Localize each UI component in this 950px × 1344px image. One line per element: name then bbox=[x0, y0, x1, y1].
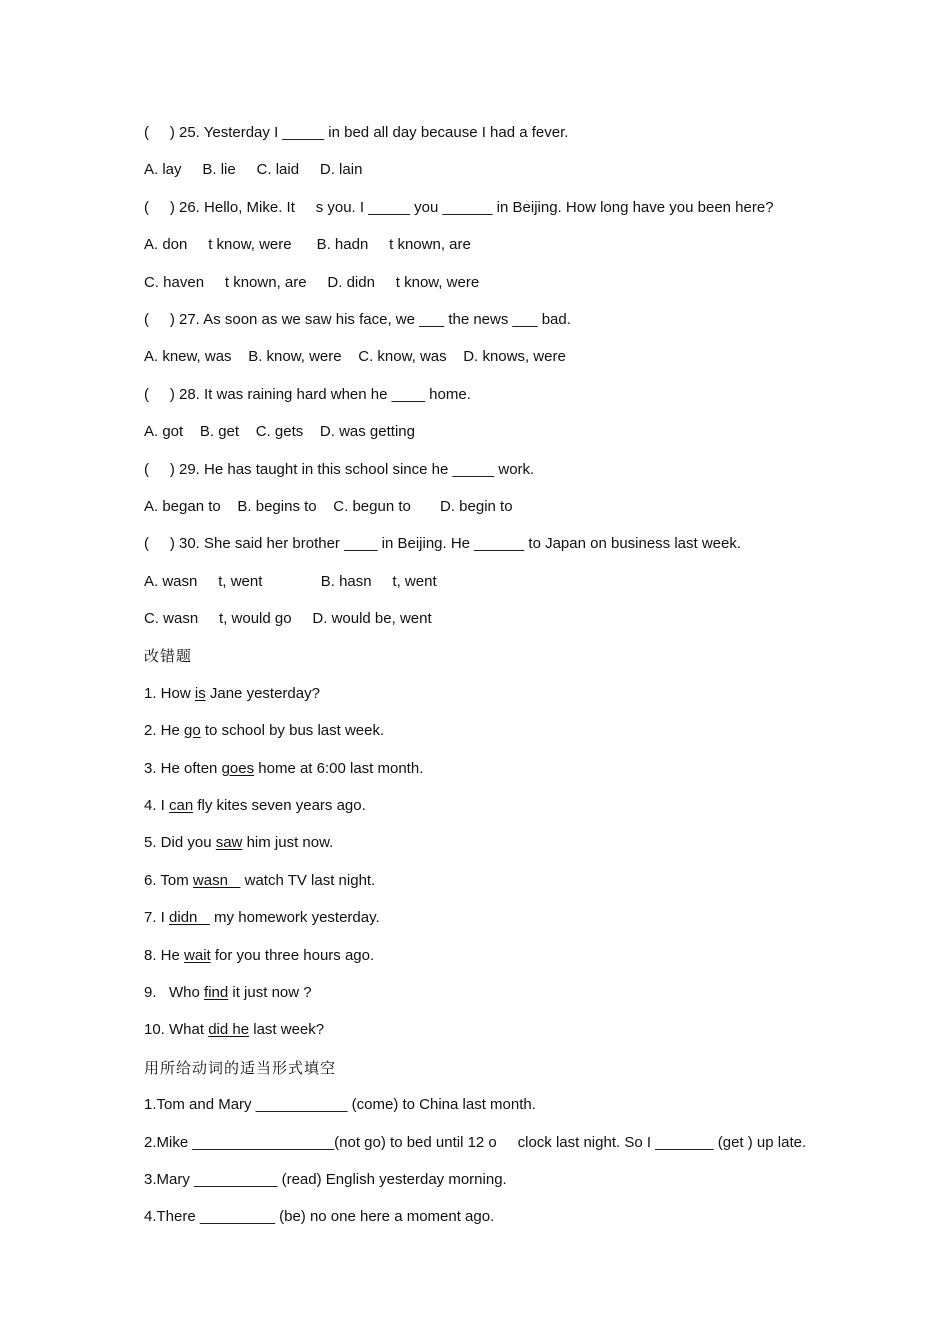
correction-item: 2. He go to school by bus last week. bbox=[144, 722, 385, 740]
correction-item: 1. How is Jane yesterday? bbox=[144, 684, 320, 702]
question-options: A. lay B. lie C. laid D. lain bbox=[144, 161, 363, 179]
fill-item: 4.There _________ (be) no one here a moment ago. bbox=[144, 1208, 495, 1226]
correction-item: 4. I can fly kites seven years ago. bbox=[144, 797, 366, 815]
section-heading-correction: 改错题 bbox=[144, 647, 193, 666]
error-word: did he bbox=[208, 1021, 250, 1039]
correction-item: 9. Who find it just now ? bbox=[144, 983, 312, 1001]
correction-item: 7. I didn my homework yesterday. bbox=[144, 909, 380, 927]
question-options: A. knew, was B. know, were C. know, was D. knows, were bbox=[144, 348, 566, 366]
worksheet-page bbox=[144, 118, 864, 1240]
error-word: can bbox=[169, 797, 194, 815]
correction-item: 5. Did you saw him just now. bbox=[144, 834, 334, 852]
error-word: goes bbox=[221, 759, 255, 777]
question-options: A. wasn t, went B. hasn t, went bbox=[144, 572, 437, 590]
question-stem: ( ) 28. It was raining hard when he ____ home. bbox=[144, 385, 471, 403]
question-options: C. wasn t, would go D. would be, went bbox=[144, 610, 432, 628]
question-options: C. haven t known, are D. didn t know, were bbox=[144, 273, 480, 291]
fill-item: 1.Tom and Mary ___________ (come) to China last month. bbox=[144, 1096, 536, 1114]
fill-item: 3.Mary __________ (read) English yesterday morning. bbox=[144, 1170, 507, 1188]
error-word: saw bbox=[215, 834, 243, 852]
question-stem: ( ) 26. Hello, Mike. It s you. I _____ you ______ in Beijing. How long have you been here? bbox=[144, 198, 774, 216]
question-stem: ( ) 30. She said her brother ____ in Beijing. He ______ to Japan on business last week. bbox=[144, 535, 742, 553]
question-stem: ( ) 29. He has taught in this school since he _____ work. bbox=[144, 460, 535, 478]
correction-item: 3. He often goes home at 6:00 last month. bbox=[144, 759, 424, 777]
fill-item: 2.Mike _________________(not go) to bed until 12 o clock last night. So I _______ (get ) up late. bbox=[144, 1133, 807, 1151]
error-word: go bbox=[184, 722, 201, 740]
error-word: didn bbox=[169, 909, 210, 927]
question-options: A. don t know, were B. hadn t known, are bbox=[144, 236, 471, 254]
correction-item: 6. Tom wasn watch TV last night. bbox=[144, 871, 376, 889]
question-stem: ( ) 25. Yesterday I _____ in bed all day because I had a fever. bbox=[144, 124, 569, 141]
error-word: find bbox=[204, 983, 229, 1001]
correction-item: 10. What did he last week? bbox=[144, 1021, 325, 1039]
question-options: A. began to B. begins to C. begun to D. begin to bbox=[144, 497, 513, 515]
section-heading-fill: 用所给动词的适当形式填空 bbox=[144, 1058, 337, 1077]
error-word: wasn bbox=[192, 871, 241, 889]
error-word: is bbox=[194, 684, 206, 702]
error-word: wait bbox=[184, 946, 211, 964]
correction-item: 8. He wait for you three hours ago. bbox=[144, 946, 375, 964]
question-options: A. got B. get C. gets D. was getting bbox=[144, 423, 415, 441]
question-stem: ( ) 27. As soon as we saw his face, we ___ the news ___ bad. bbox=[144, 310, 571, 328]
